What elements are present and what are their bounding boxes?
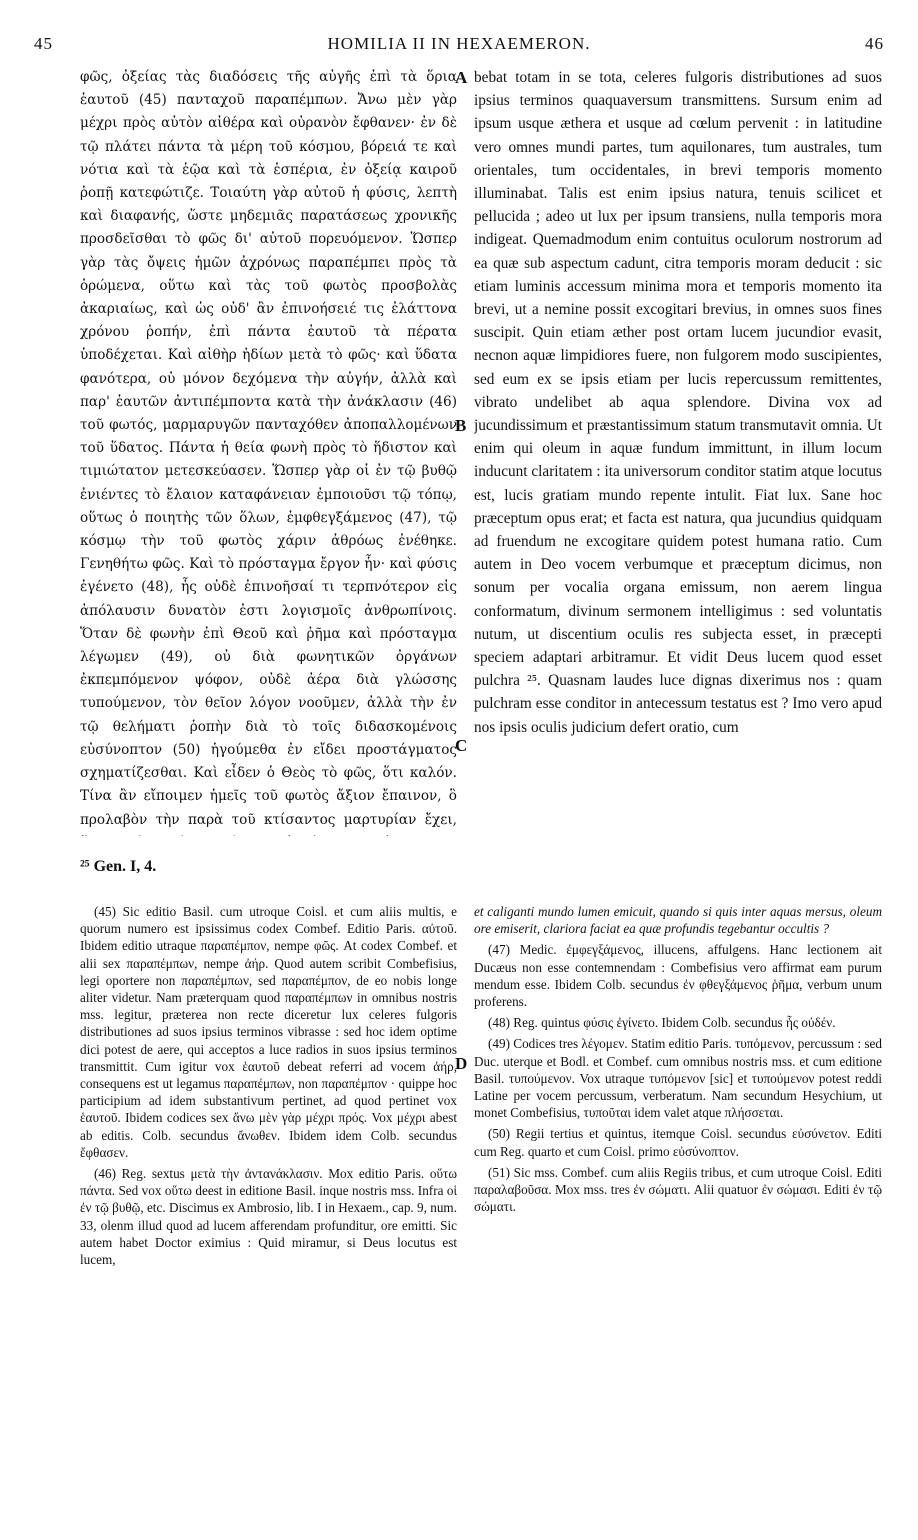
latin-column	[474, 66, 882, 836]
running-title: HOMILIA II IN HEXAEMERON.	[327, 34, 591, 53]
footnote: (46) Reg. sextus μετὰ τὴν ἀντανάκλασιν. Mox editio Paris. οὕτω πάντα. Sed vox οὕτω deest in editione Basil. inque nostris mss. Infra οἱ ἐν τῷ βυθῷ, etc. Discimus ex Ambrosio, lib. I in Hexaem., cap. 9, num. 33, olenm illud quod ad lucem afferendam profunditur, ore emitti. Sic autem habet Doctor eximius : Quid miramur, si Deus locutus est lucem,	[80, 1166, 457, 1268]
page-number-right: 46	[865, 34, 884, 53]
section-marker-a: A	[455, 68, 468, 87]
footnote-continuation: et caliganti mundo lumen emicuit, quando si quis inter aquas mersus, oleum ore emiserit, clariora faciat ea quæ profundis tegebantur occultis ?	[474, 904, 882, 937]
section-marker-b: B	[455, 416, 467, 435]
footnote: (48) Reg. quintus φύσις ἐγίνετο. Ibidem Colb. secundus ἧς οὐδέν.	[488, 1015, 836, 1031]
greek-column	[80, 66, 457, 836]
scripture-reference: ²⁵ Gen. I, 4.	[80, 858, 157, 875]
footnote: (50) Regii tertius et quintus, itemque Coisl. secundus εὐσύνετον. Editi cum Reg. quarto et cum Coisl. primo εὐσύνοπτον.	[474, 1126, 882, 1159]
footnotes-right-column	[474, 903, 882, 1503]
footnote: (51) Sic mss. Combef. cum aliis Regiis tribus, et cum utroque Coisl. Editi παραλαβοῦσα. Mox mss. tres ἐν σώματι. Alii quatuor ἐν σώμασι. Editi ἐν τῷ σώματι.	[474, 1164, 882, 1215]
footnote: (47) Medic. ἐμφεγξάμενος, illucens, affulgens. Hanc lectionem ait Ducæus non esse contemnendam : Combefisius vero affirmat eam purum mendum esse. Ibidem Colb. secundus ἐν φθεγξάμενος ῥῆμα, verbum unum proferens.	[474, 942, 882, 1010]
greek-text: φῶς, ὀξείας τὰς διαδόσεις τῆς αὐγῆς ἐπὶ τὰ ὅρια ἑαυτοῦ (45) πανταχοῦ παραπέμπων. Ἄνω μὲν γὰρ μέχρι πρὸς αὐτὸν αἰθέρα καὶ οὐρανὸν ἔφθανεν· ἐν δὲ τῷ πλάτει πάντα τὰ μέρη τοῦ κόσμου, βόρειά τε καὶ νότια καὶ τὰ ἑῷα καὶ τὰ ἑσπέρια, ἐν ὀξείᾳ καιροῦ ῥοπῇ κατεφώτιζε. Τοιαύτη γὰρ αὐτοῦ ἡ φύσις, λεπτὴ καὶ διαφανής, ὥστε μηδεμιᾶς παρατάσεως χρονικῆς προσδεῖσθαι τὸ φῶς δι' αὐτοῦ πορευόμενον. Ὥσπερ γὰρ τὰς ὄψεις ἡμῶν ἀχρόνως παραπέμπει πρὸς τὰ ὁρώμενα, οὕτω καὶ τὰς τοῦ φωτὸς προσβολὰς ἀκαριαίως, καὶ ὡς οὐδ' ἂν ἐπινοήσειέ τις ἐλάττονα χρόνου ῥοπήν, ἐπὶ πάντα ἑαυτοῦ τὰ πέρατα ὑποδέχεται. Καὶ αἰθὴρ ἡδίων μετὰ τὸ φῶς· καὶ ὕδατα φανότερα, οὐ μόνον δεχόμενα τὴν αὐγήν, ἀλλὰ καὶ παρ' ἑαυτῶν ἀντιπέμποντα κατὰ τὴν ἀνάκλασιν (46) τοῦ φωτός, μαρμαρυγῶν πανταχόθεν ἀποπαλλομένων τοῦ ὕδατος. Πάντα ἡ θεία φωνὴ πρὸς τὸ ἥδιστον καὶ τιμιώτατον μετεσκεύασεν. Ὥσπερ γὰρ οἱ ἐν τῷ βυθῷ ἐνιέντες τὸ ἔλαιον καταφάνειαν ἐμποιοῦσι τῷ τόπῳ, οὕτως ὁ ποιητὴς τῶν ὅλων, ἐμφθεγξάμενος (47), τῷ κόσμῳ τὴν τοῦ φωτὸς χάριν ἀθρόως ἐνέθηκε. Γενηθήτω φῶς. Καὶ τὸ πρόσταγμα ἔργον ἦν· καὶ φύσις ἐγένετο (48), ἧς οὐδὲ ἐπινοῆσαί τι τερπνότερον εἰς ἀπόλαυσιν δυνατὸν ἐστι λογισμοῖς ἀνθρωπίνοις. Ὅταν δὲ φωνὴν ἐπὶ Θεοῦ καὶ ῥῆμα καὶ πρόσταγμα λέγωμεν (49), οὐ διὰ φωνητικῶν ὀργάνων ἐκπεμπόμενον ψόφον, οὐδὲ ἀέρα διὰ γλώσσης τυπούμενον, τὸν θεῖον λόγον νοοῦμεν, ἀλλὰ τὴν ἐν τῷ θελήματι ῥοπὴν διὰ τὸ τοῖς διδασκομένοις εὐσύνοπτον (50) ἡγούμεθα ἐν εἴδει προστάγματος σχηματίζεσθαι. Καὶ εἶδεν ὁ Θεὸς τὸ φῶς, ὅτι καλόν. Τίνα ἂν εἴποιμεν ἡμεῖς τοῦ φωτὸς ἄξιον ἔπαινον, ὃ προλαβὸν τὴν παρὰ τοῦ κτίσαντος μαρτυρίαν ἔχει,	[80, 69, 457, 828]
footnote: (49) Codices tres λέγομεν. Statim editio Paris. τυπόμενον, percussum : sed Duc. uterque et Bodl. et Combef. cum omnibus nostris mss. et cum editione Basil. τυπούμενον. Vox utraque τυπόμενον [sic] et τυπούμενον potest reddi Latine per vocem percussum, verberatum. Nam secundum Hesychium, ut monet Combefisius, τυποῦται idem valet atque πλήσσεται.	[474, 1036, 882, 1121]
footnote: (45) Sic editio Basil. cum utroque Coisl. et cum aliis multis, e quorum numero est ipsissimus codex Combef. Editio Paris. αὐτοῦ. Ibidem editio utraque παραπέμπον, nempe φῶς. At codex Combef. et alii sex παραπέμπων, nempe ἀήρ. Quod autem scribit Combefisius, legi oportere non παραπέμπων, sed παραπέμπον, de eo nobis longe aliter videtur. Nam præterquam quod παραπέμπων in omnibus nostris mss. legitur, præterea non recte diceretur lux celeres fulgoris distributiones ad suos ipsius terminos vibrasse : sed hoc idem optime dici potest de aere, qui acceptos a luce radios in suos ipsius terminos transmittit. Cum igitur vox ἑαυτοῦ debeat referri ad vocem ἀήρ, consequens est ut legamus παραπέμπων, non παραπέμπον · quippe hoc participium ad idem substantivum pertinet, ad quod pertinet vox ἑαυτοῦ. Ibidem codices sex ἄνω μὲν γὰρ μέχρι πρός. Vox μέχρι abest ab editis. Colb. secundus ἄνωθεν. Ibidem idem Colb. secundus ἔφθασεν.	[80, 904, 457, 1160]
section-marker-d: D	[455, 1054, 468, 1073]
latin-text: bebat totam in se tota, celeres fulgoris distributiones ad suos ipsius terminos quaquaversum transmittens. Sursum enim ad ipsum usque æthera et usque ad cœlum pervenit : in latitudine vero omnes mundi partes, tum aquilonares, tum australes, tum orientales, tum occidentales, in brevi temporis momento illuminabat. Talis est enim ipsius natura, tenuis scilicet et pellucida ; adeo ut lux per ipsum transiens, nulla temporis mora indigeat. Quemadmodum enim contuitus oculorum nostrorum ad ea quæ sub aspectum cadunt, citra temporis moram deducit : sic etiam luminis accessum minima mora et temporis momento ita brevi, ut a nemine possit excogitari brevius, in omnes suos fines suscipit. Quin etiam æther post ortam lucem jucundior evasit, necnon aquæ limpidiores fuere, non fulgorem modo suscipientes, sed eum ex se ipsis etiam per lucis repercussum remittentes, vibrato undelibet ab aqua splendore. Divina vox ad jucundissimum et præstantissimum statum transmutavit omnia. Ut enim qui oleum in aquæ fundum immittunt, in illum locum inducunt claritatem : ita universorum conditor statim atque locutus est, lucis gratiam mundo repente intulit. Fiat lux. Sane hoc præceptum opus erat; et facta est natura, qua jucundius quidquam ad fruendum ne excogitare quidem potest humana ratio. Cum autem in Deo vocem verbumque et præceptum dicimus, non sonum per vocalia organa emissum, non aerem lingua conformatum, divinum sermonem intelligimus : sed voluntatis nutum, ut discentium oculis res subjecta esset, in præcepti speciem adaptari arbitramur. Et vidit Deus lucem quod esset pulchra ²⁵. Quasnam laudes luce dignas dixerimus nos : quam pulchram esse conditor in antecessum testatus est ? Imo vero apud nos ipsis oculis judicium defert oratio, cum	[474, 69, 882, 736]
footnotes-left-column	[80, 903, 457, 1503]
running-header	[34, 34, 884, 58]
section-marker-c: C	[455, 736, 468, 755]
page-number-left: 45	[34, 34, 53, 53]
